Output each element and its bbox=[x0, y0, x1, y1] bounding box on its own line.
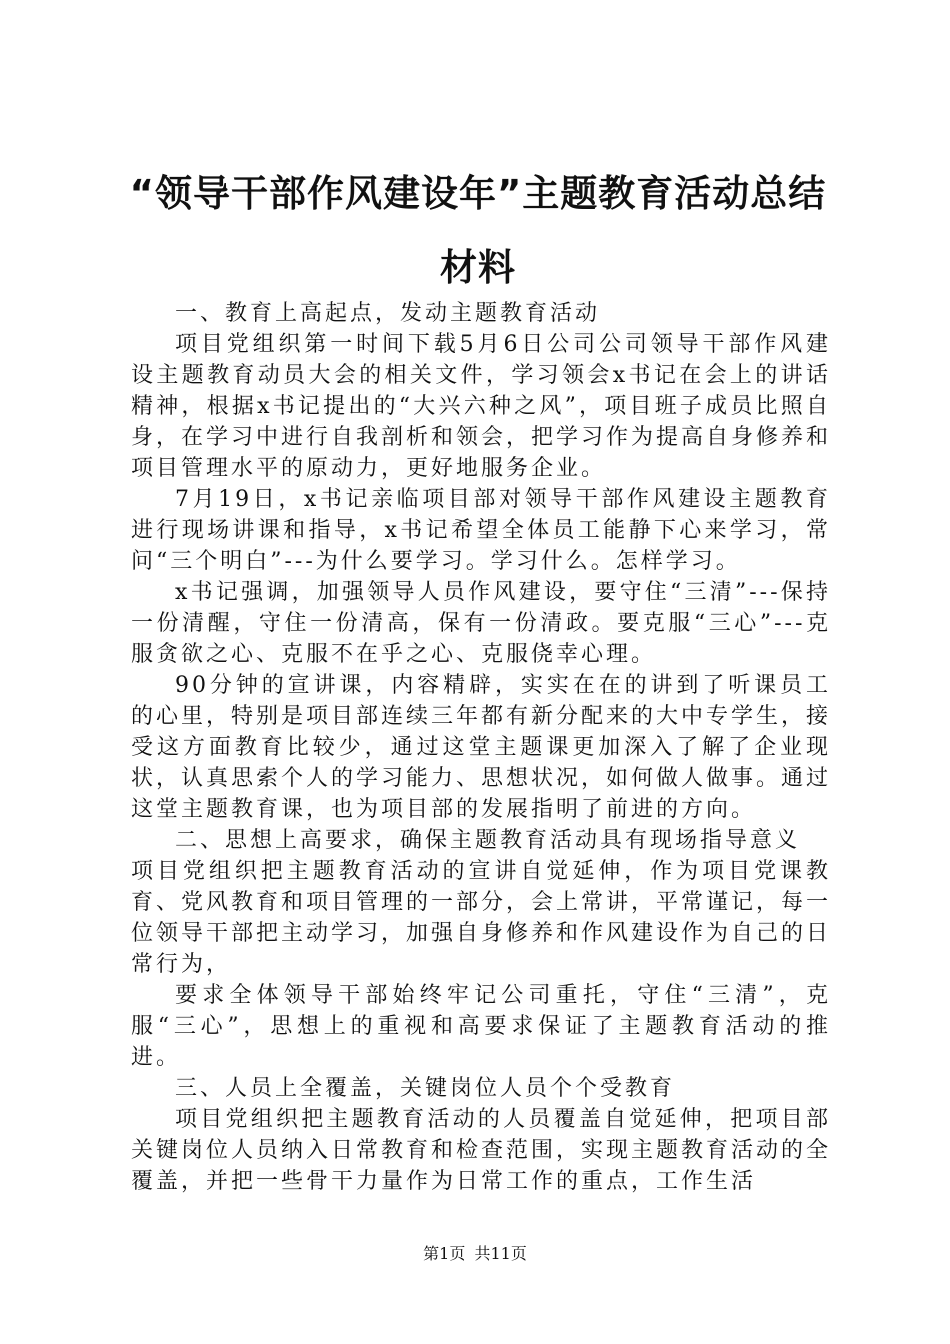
body-paragraph: x书记强调，加强领导人员作风建设，要守住“三清”---保持一份清醒，守住一份清高，保有一份清政。要克服“三心”---克服贪欲之心、克服不在乎之心、克服侥幸心理。 bbox=[131, 580, 831, 667]
body-paragraph: 项目党组织第一时间下载5月6日公司公司领导干部作风建设主题教育动员大会的相关文件，学习领会x书记在会上的讲话精神，根据x书记提出的“大兴六种之风”，项目班子成员比照自身，在学习中进行自我剖析和领会，把学习作为提高自身修养和项目管理水平的原动力，更好地服务企业。 bbox=[131, 332, 832, 481]
body-paragraph: 7月19日，x书记亲临项目部对领导干部作风建设主题教育进行现场讲课和指导，x书记希望全体员工能静下心来学习，常问“三个明白”---为什么要学习。学习什么。怎样学习。 bbox=[131, 487, 831, 574]
document-title: “领导干部作风建设年”主题教育活动总结材料 bbox=[129, 172, 827, 289]
body-paragraph: 项目党组织把主题教育活动的人员覆盖自觉延伸，把项目部关键岗位人员纳入日常教育和检查范围，实现主题教育活动的全覆盖，并把一些骨干力量作为日常工作的重点，工作生活 bbox=[131, 1107, 832, 1194]
page-number: 第1页 bbox=[423, 1244, 466, 1263]
section-heading-3: 三、人员上全覆盖，关键岗位人员个个受教育 bbox=[175, 1076, 676, 1101]
body-paragraph: 90分钟的宣讲课，内容精辟，实实在在的讲到了听课员工的心里，特别是项目部连续三年都有新分配来的大中专学生，接受这方面教育比较少，通过这堂主题课更加深入了解了企业现状，认真思索个人的学习能力、思想状况，如何做人做事。通过这堂主题教育课，也为项目部的发展指明了前进的方向。 bbox=[131, 673, 832, 822]
page-footer bbox=[0, 1244, 950, 1264]
document-body bbox=[131, 298, 831, 1197]
body-paragraph: 要求全体领导干部始终牢记公司重托，守住“三清”，克服“三心”，思想上的重视和高要求保证了主题教育活动的推进。 bbox=[131, 983, 831, 1070]
page-total: 共11页 bbox=[474, 1244, 527, 1263]
body-paragraph: 项目党组织把主题教育活动的宣讲自觉延伸，作为项目党课教育、党风教育和项目管理的一部分，会上常讲，平常谨记，每一位领导干部把主动学习，加强自身修养和作风建设作为自己的日常行为， bbox=[131, 859, 832, 977]
section-heading-2: 二、思想上高要求，确保主题教育活动具有现场指导意义 bbox=[175, 828, 801, 853]
section-heading-1: 一、教育上高起点，发动主题教育活动 bbox=[175, 301, 601, 326]
